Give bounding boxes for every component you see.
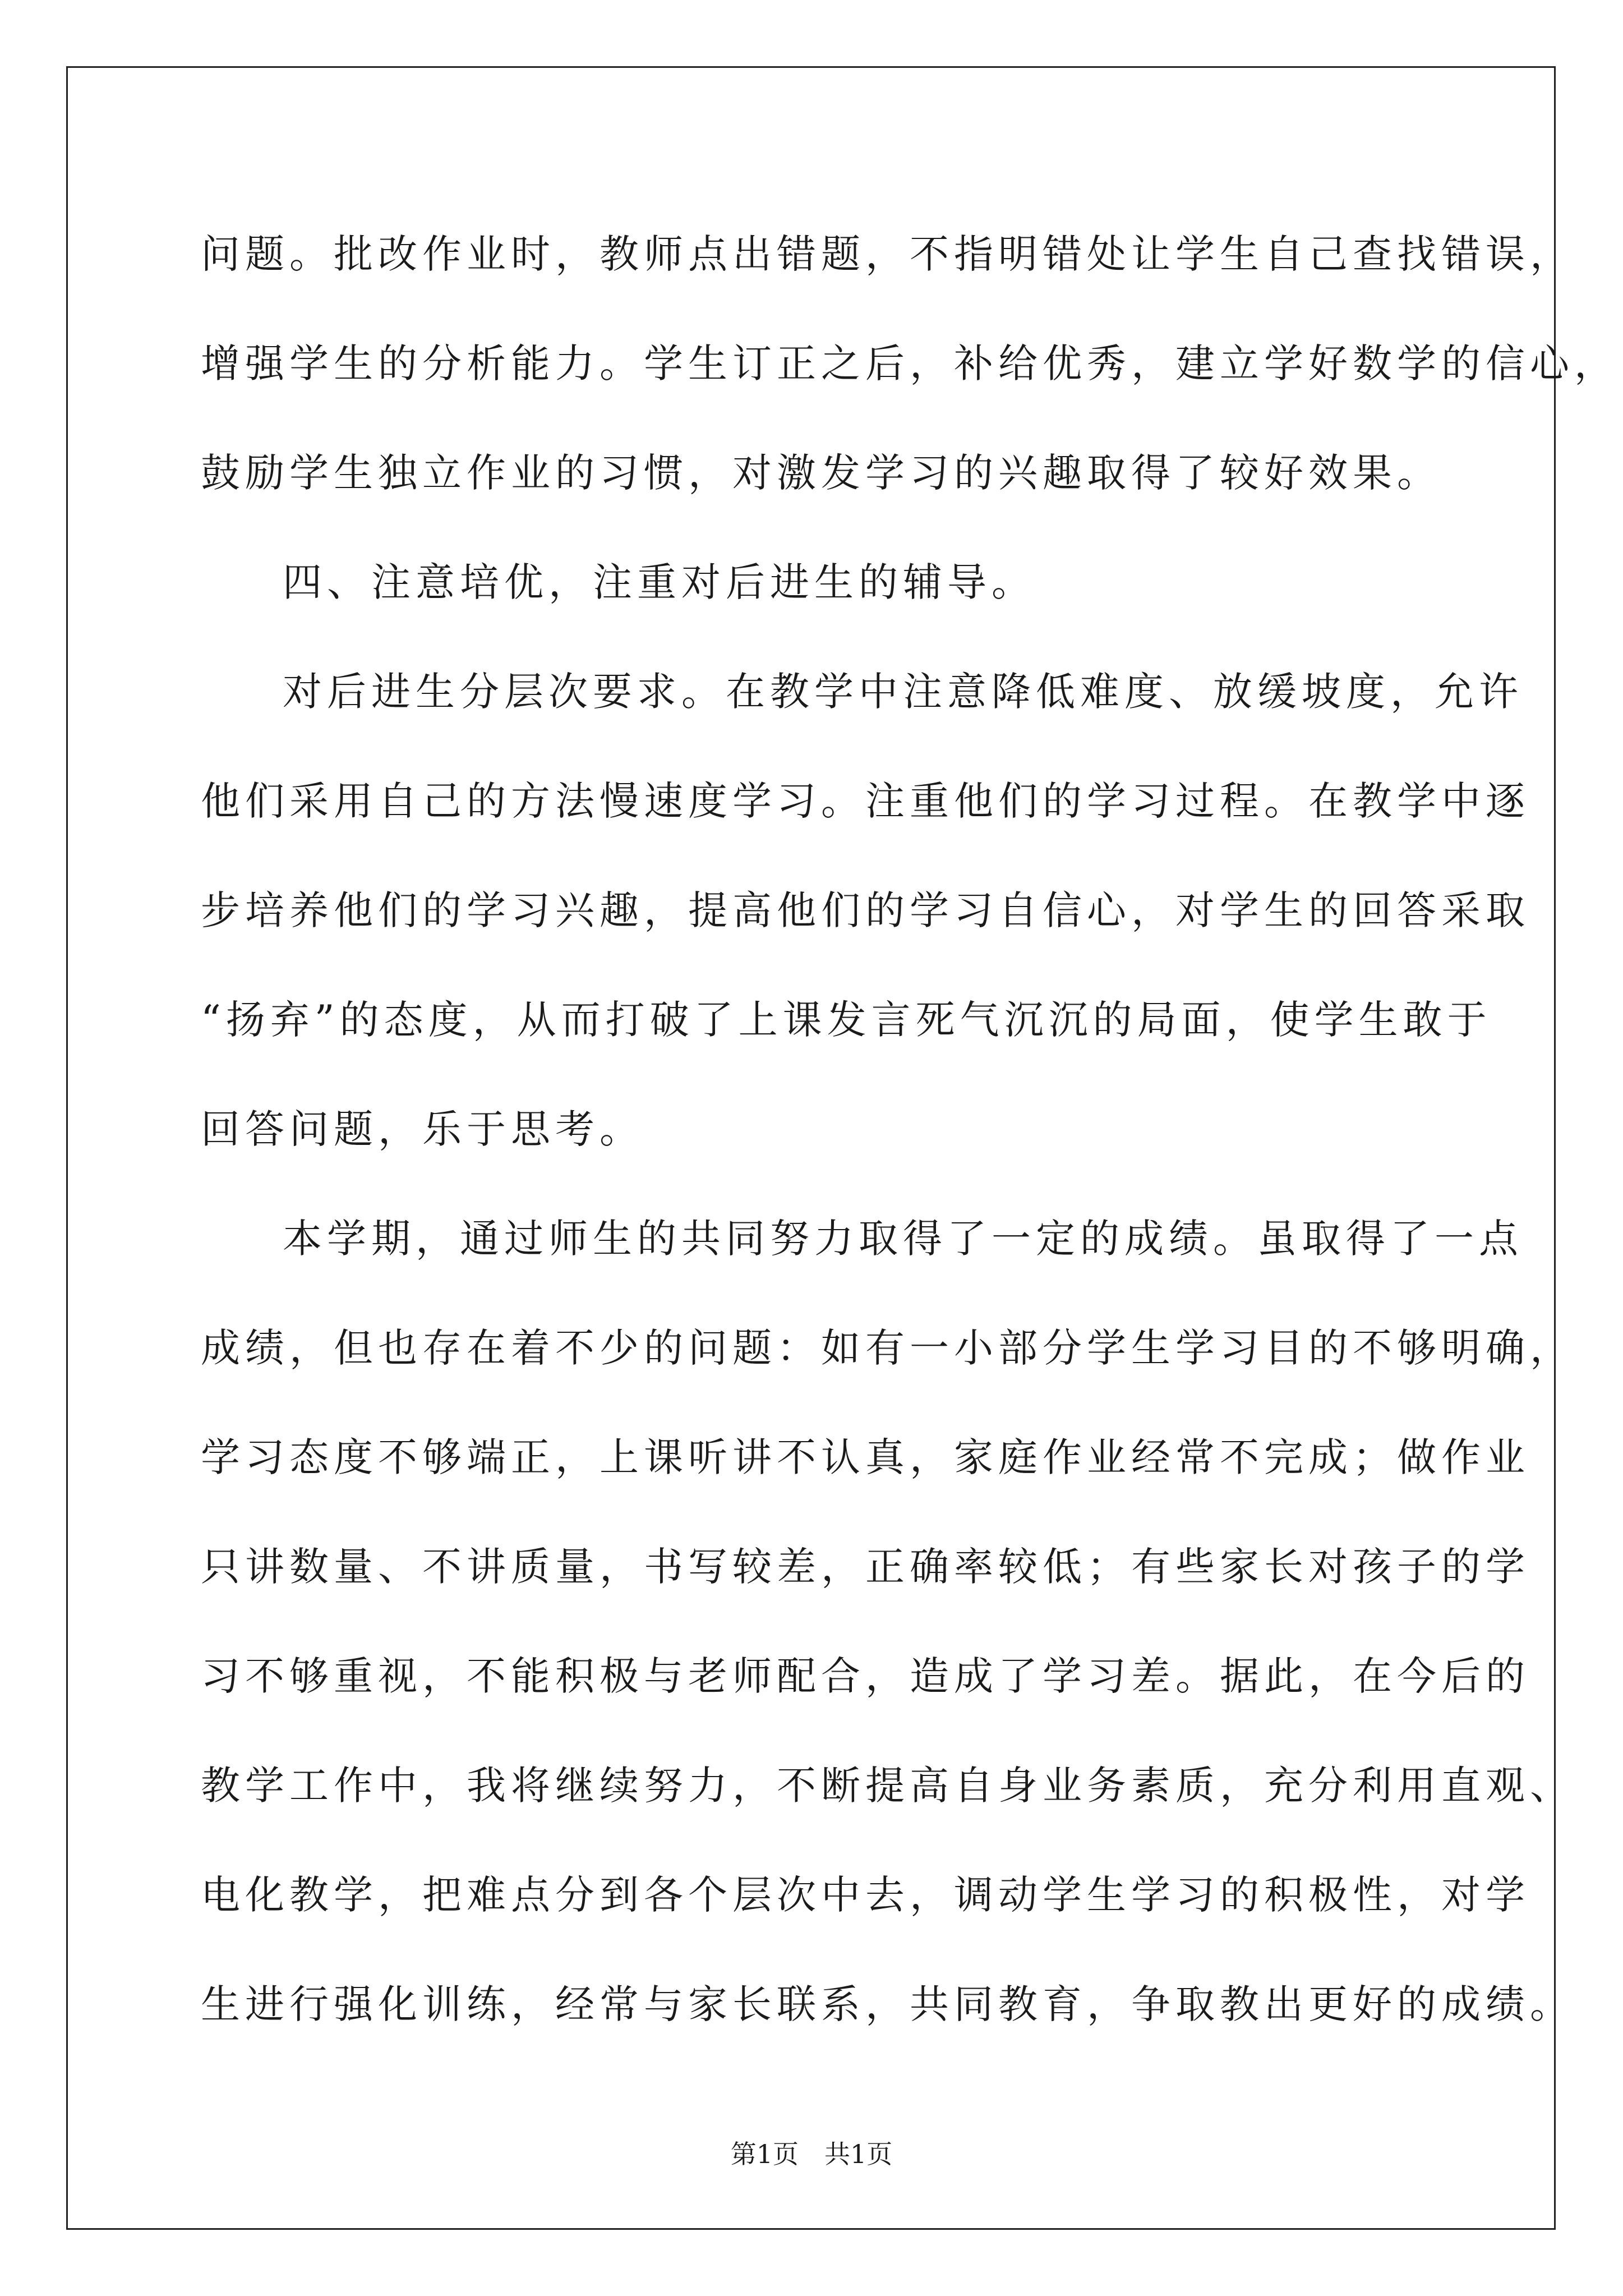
text-line: 本学期，通过师生的共同努力取得了一定的成绩。虽取得了一点 <box>283 1216 1523 1262</box>
text-line: 习不够重视，不能积极与老师配合，造成了学习差。据此，在今后的 <box>201 1653 1530 1699</box>
text-line: 教学工作中，我将继续努力，不断提高自身业务素质，充分利用直观、 <box>201 1763 1574 1809</box>
text-line: 学习态度不够端正，上课听讲不认真，家庭作业经常不完成；做作业 <box>201 1434 1530 1480</box>
text-line: 成绩，但也存在着不少的问题：如有一小部分学生学习目的不够明确， <box>201 1325 1574 1371</box>
section-heading: 四、注意培优，注重对后进生的辅导。 <box>283 559 1036 605</box>
document-body <box>201 223 1619 2083</box>
text-line: 鼓励学生独立作业的习惯，对激发学习的兴趣取得了较好效果。 <box>201 450 1441 496</box>
text-line: 电化教学，把难点分到各个层次中去，调动学生学习的积极性，对学 <box>201 1872 1530 1918</box>
text-line: 只讲数量、不讲质量，书写较差，正确率较低；有些家长对孩子的学 <box>201 1544 1530 1590</box>
text-line: 增强学生的分析能力。学生订正之后，补给优秀，建立学好数学的信心， <box>201 341 1619 386</box>
text-line: “扬弃”的态度，从而打破了上课发言死气沉沉的局面，使学生敢于 <box>201 997 1492 1043</box>
text-line: 对后进生分层次要求。在教学中注意降低难度、放缓坡度，允许 <box>283 669 1523 715</box>
text-line: 生进行强化训练，经常与家长联系，共同教育，争取教出更好的成绩。 <box>201 1981 1574 2027</box>
page-number: 第1页 共1页 <box>730 2139 893 2169</box>
text-line: 问题。批改作业时，教师点出错题，不指明错处让学生自己查找错误， <box>201 231 1574 277</box>
text-line: 他们采用自己的方法慢速度学习。注重他们的学习过程。在教学中逐 <box>201 778 1530 824</box>
text-line: 回答问题，乐于思考。 <box>201 1106 644 1152</box>
text-line: 步培养他们的学习兴趣，提高他们的学习自信心，对学生的回答采取 <box>201 887 1530 933</box>
